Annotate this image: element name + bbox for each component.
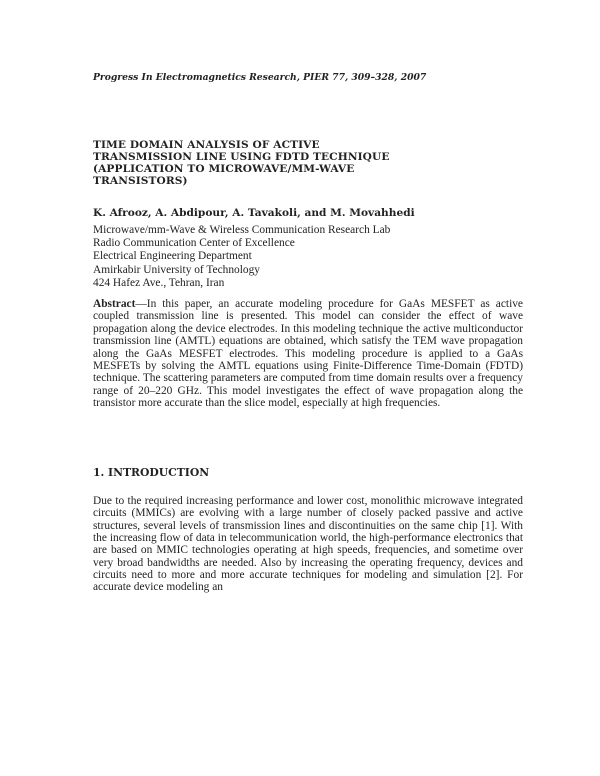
title-line: TRANSISTORS): [93, 175, 188, 187]
abstract-text: —In this paper, an accurate modeling procedure for GaAs MESFET as active coupled transmission line is presented. This model can consider the effect of wave propagation along the device electrodes. In this modeling technique the active multiconductor transmission line (AMTL) equations are obtained, which satisfy the TEM wave propagation along the GaAs MESFET electrodes. This modeling procedure is applied to a GaAs MESFETs by solving the AMTL equations using Finite-Difference Time-Domain (FDTD) technique. The scattering parameters are computed from time domain results over a frequency range of 20–220 GHz. This model investigates the effect of wave propagation along the transistor more accurate than the slice model, especially at high frequencies.: [93, 298, 523, 410]
affiliation-block: [93, 224, 523, 290]
title-line: TRANSMISSION LINE USING FDTD TECHNIQUE: [93, 151, 390, 163]
running-head: Progress In Electromagnetics Research, PIER 77, 309–328, 2007: [93, 72, 427, 83]
author-list: K. Afrooz, A. Abdipour, A. Tavakoli, and M. Movahhedi: [93, 207, 415, 219]
affiliation-line: 424 Hafez Ave., Tehran, Iran: [93, 276, 225, 289]
abstract: [93, 298, 523, 410]
paper-title: [93, 139, 523, 187]
title-line: (APPLICATION TO MICROWAVE/MM-WAVE: [93, 163, 355, 175]
section-heading: 1. INTRODUCTION: [93, 466, 210, 479]
introduction-paragraph: Due to the required increasing performance and lower cost, monolithic microwave integrated circuits (MMICs) are evolving with a large number of closely packed passive and active structures, several levels of transmission lines and discontinuities on the same chip [1]. With the increasing flow of data in telecommunication world, the high-performance electronics that are based on MMIC technologies operating at high speeds, frequencies, and sometime over very broad bandwidths are needed. Also by increasing the operating frequency, devices and circuits need to more and more accurate techniques for modeling and simulation [2]. For accurate device modeling an: [93, 495, 523, 594]
affiliation-line: Electrical Engineering Department: [93, 250, 252, 263]
affiliation-line: Radio Communication Center of Excellence: [93, 237, 295, 250]
affiliation-line: Microwave/mm-Wave & Wireless Communication Research Lab: [93, 224, 391, 236]
title-line: TIME DOMAIN ANALYSIS OF ACTIVE: [93, 139, 320, 151]
introduction-body: [93, 495, 523, 594]
abstract-label: Abstract: [93, 298, 136, 310]
affiliation-line: Amirkabir University of Technology: [93, 263, 260, 276]
